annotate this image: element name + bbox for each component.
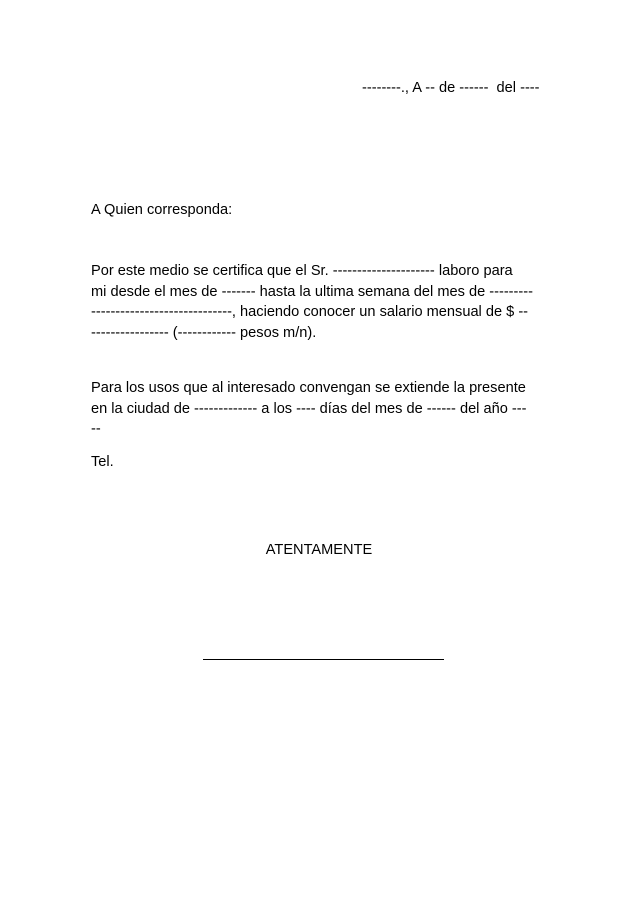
greeting: A Quien corresponda: (91, 202, 233, 218)
paragraph2-line: -- (91, 421, 101, 437)
tel-label: Tel. (91, 454, 114, 470)
paragraph1-line: ---------------- (------------ pesos m/n). (91, 325, 317, 341)
paragraph1-line: -----------------------------, haciendo conocer un salario mensual de $ -- (91, 304, 529, 320)
closing-text: ATENTAMENTE (265, 542, 373, 558)
paragraph2-line: en la ciudad de ------------- a los ---- días del mes de ------ del año --- (91, 401, 527, 417)
date-line: --------., A -- de ------ del ---- (362, 80, 540, 96)
signature-line (203, 659, 444, 660)
paragraph1-line: Por este medio se certifica que el Sr. --------------------- laboro para (91, 263, 513, 279)
paragraph1-line: mi desde el mes de ------- hasta la ultima semana del mes de --------- (91, 284, 533, 300)
paragraph2-line: Para los usos que al interesado convengan se extiende la presente (91, 380, 526, 396)
